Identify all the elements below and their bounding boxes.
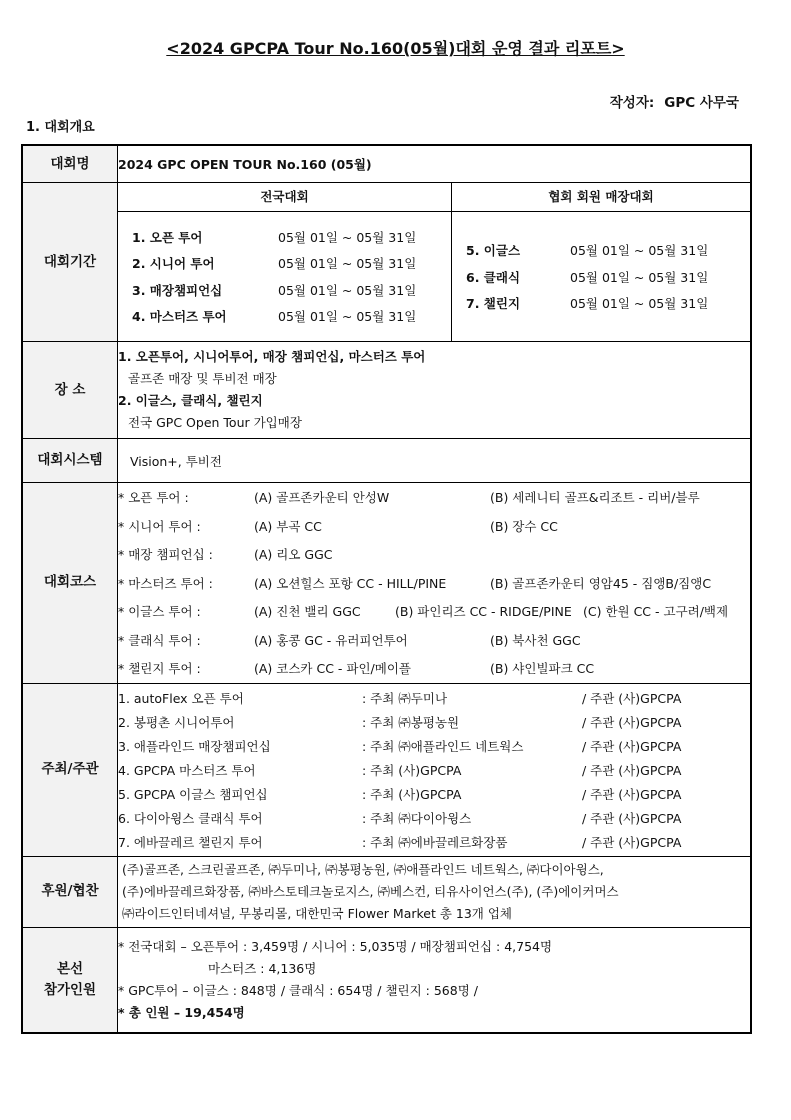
period-member-header: 협회 회원 매장대회 [452, 183, 750, 212]
page-title: <2024 GPCPA Tour No.160(05월)대회 운영 결과 리포트> [166, 39, 625, 58]
period-item-date: 05월 01일 ~ 05월 31일 [570, 296, 709, 311]
hosts-cell [118, 683, 752, 856]
sponsor-line: ㈜라이드인터네셔널, 무봉리몰, 대한민국 Flower Market 총 13개 업체 [122, 905, 512, 921]
course-tour-name: * 매장 챔피언십 : [118, 547, 213, 563]
period-item-name: 2. 시니어 투어 [132, 256, 215, 272]
sponsor-line: (주)골프존, 스크린골프존, ㈜두미나, ㈜봉평농원, ㈜애플라인드 네트웍스, ㈜다이아윙스, [122, 861, 604, 877]
period-item-name: 1. 오픈 투어 [132, 229, 203, 245]
course-a: (A) 오션힐스 포항 CC - HILL/PINE [254, 575, 447, 591]
author-line [600, 91, 739, 111]
venue-line: 전국 GPC Open Tour 가입매장 [128, 415, 302, 430]
course-a: (A) 진천 밸리 GGC [254, 604, 361, 620]
host-supervisor: / 주관 (사)GPCPA [582, 690, 682, 706]
system-value: Vision+, 투비전 [118, 439, 752, 483]
period-item [132, 277, 451, 304]
host-tour-name: 7. 에바끌레르 챌린지 투어 [118, 834, 263, 850]
host-organizer: : 주최 ㈜봉평농원 [362, 714, 460, 730]
row-competition-name [22, 145, 751, 183]
overview-table [21, 144, 752, 1034]
period-item-name: 6. 클래식 [466, 269, 521, 285]
section-title: 1. 대회개요 [26, 120, 95, 135]
participants-line: * 전국대회 – 오픈투어 : 3,459명 / 시니어 : 5,035명 / 매장챔피언십 : 4,754명 [118, 938, 553, 954]
host-line [118, 686, 750, 710]
author-label: 작성자: [609, 95, 655, 111]
courses-cell [118, 483, 752, 684]
period-item-name: 7. 챌린지 [466, 296, 521, 311]
host-organizer: : 주최 ㈜에바끌레르화장품 [362, 834, 508, 850]
author-value: GPC 사무국 [664, 95, 739, 111]
course-tour-name: * 챌린지 투어 : [118, 661, 201, 677]
host-tour-name: 5. GPCPA 이글스 챔피언십 [118, 786, 268, 802]
participants-label-line1: 본선 [56, 960, 84, 977]
participants-line: * GPC투어 – 이글스 : 848명 / 클래식 : 654명 / 챌린지 : 568명 / [118, 982, 478, 998]
label-competition-name: 대회명 [22, 145, 118, 183]
course-a: (A) 홍콩 GC - 유러피언투어 [254, 632, 408, 648]
host-line [118, 782, 750, 806]
host-organizer: : 주최 (사)GPCPA [362, 762, 462, 778]
course-a: (A) 골프존카운티 안성W [254, 490, 390, 506]
period-member-list [452, 212, 750, 341]
label-participants [22, 927, 118, 1033]
course-line [118, 654, 750, 683]
host-organizer: : 주최 ㈜두미나 [362, 690, 448, 706]
course-c: (C) 한원 CC - 고구려/백제 [583, 604, 729, 620]
label-hosts: 주최/주관 [22, 683, 118, 856]
course-a: (A) 코스카 CC - 파인/메이플 [254, 661, 411, 677]
participants-cell [118, 927, 752, 1033]
period-national-list [118, 212, 451, 341]
row-participants [22, 927, 751, 1033]
course-tour-name: * 시니어 투어 : [118, 518, 201, 534]
venue-cell [118, 342, 752, 439]
host-tour-name: 2. 봉평촌 시니어투어 [118, 714, 235, 730]
course-tour-name: * 오픈 투어 : [118, 490, 189, 506]
course-tour-name: * 마스터즈 투어 : [118, 575, 213, 591]
period-member [452, 183, 750, 341]
period-item [466, 290, 750, 317]
venue-line: 2. 이글스, 클래식, 챌린지 [118, 393, 263, 408]
period-item-name: 5. 이글스 [466, 243, 521, 258]
row-system [22, 439, 751, 483]
row-period [22, 183, 751, 342]
host-supervisor: / 주관 (사)GPCPA [582, 834, 682, 850]
period-item-date: 05월 01일 ~ 05월 31일 [570, 269, 709, 285]
course-b: (B) 골프존카운티 영암45 - 짐앵B/짐앵C [490, 575, 712, 591]
course-b: (B) 장수 CC [490, 518, 558, 534]
label-venue: 장 소 [22, 342, 118, 439]
period-item [132, 303, 451, 330]
row-sponsors [22, 856, 751, 927]
course-a: (A) 부곡 CC [254, 518, 322, 534]
course-b: (B) 파인리즈 CC - RIDGE/PINE [395, 604, 572, 620]
participants-label-line2: 참가인원 [43, 981, 97, 998]
host-supervisor: / 주관 (사)GPCPA [582, 810, 682, 826]
period-item [466, 263, 750, 290]
host-organizer: : 주최 ㈜다이아윙스 [362, 810, 472, 826]
course-tour-name: * 이글스 투어 : [118, 604, 201, 620]
row-courses [22, 483, 751, 684]
participants-total: * 총 인원 – 19,454명 [118, 1004, 245, 1020]
course-b: (B) 샤인빌파크 CC [490, 661, 595, 677]
course-b: (B) 북사천 GGC [490, 632, 581, 648]
label-courses: 대회코스 [22, 483, 118, 684]
period-item [466, 237, 750, 264]
host-line [118, 710, 750, 734]
period-cell [118, 183, 752, 342]
label-sponsors: 후원/협찬 [22, 856, 118, 927]
host-tour-name: 3. 애플라인드 매장챔피언십 [118, 738, 271, 754]
host-organizer: : 주최 ㈜애플라인드 네트웍스 [362, 738, 524, 754]
host-supervisor: / 주관 (사)GPCPA [582, 738, 682, 754]
venue-line: 골프존 매장 및 투비전 매장 [128, 371, 277, 386]
course-b: (B) 세레니티 골프&리조트 - 리버/블루 [490, 490, 700, 506]
label-system: 대회시스템 [22, 439, 118, 483]
participants-line: 마스터즈 : 4,136명 [208, 960, 317, 976]
period-item-date: 05월 01일 ~ 05월 31일 [278, 282, 417, 298]
competition-name-value: 2024 GPC OPEN TOUR No.160 (05월) [118, 145, 752, 183]
period-item [132, 250, 451, 277]
host-supervisor: / 주관 (사)GPCPA [582, 786, 682, 802]
course-line [118, 597, 750, 626]
host-tour-name: 6. 다이아윙스 클래식 투어 [118, 810, 263, 826]
label-period: 대회기간 [22, 183, 118, 342]
period-item-name: 4. 마스터즈 투어 [132, 309, 227, 325]
host-supervisor: / 주관 (사)GPCPA [582, 762, 682, 778]
course-line [118, 512, 750, 541]
host-organizer: : 주최 (사)GPCPA [362, 786, 462, 802]
period-item-date: 05월 01일 ~ 05월 31일 [278, 309, 417, 325]
course-line [118, 483, 750, 512]
host-tour-name: 1. autoFlex 오픈 투어 [118, 690, 244, 706]
period-national [118, 183, 452, 341]
row-venue [22, 342, 751, 439]
period-national-header: 전국대회 [118, 183, 451, 212]
period-item-date: 05월 01일 ~ 05월 31일 [278, 229, 417, 245]
course-tour-name: * 클래식 투어 : [118, 632, 201, 648]
sponsor-line: (주)에바끌레르화장품, ㈜바스토테크놀로지스, ㈜베스컨, 티유사이언스(주), (주)에이커머스 [122, 883, 619, 899]
period-item-date: 05월 01일 ~ 05월 31일 [570, 243, 709, 258]
sponsors-cell [118, 856, 752, 927]
host-tour-name: 4. GPCPA 마스터즈 투어 [118, 762, 256, 778]
course-line [118, 569, 750, 598]
venue-line: 1. 오픈투어, 시니어투어, 매장 챔피언십, 마스터즈 투어 [118, 349, 426, 364]
period-item-date: 05월 01일 ~ 05월 31일 [278, 256, 417, 272]
period-item-name: 3. 매장챔피언십 [132, 282, 223, 298]
host-line [118, 830, 750, 854]
course-line [118, 626, 750, 655]
host-line [118, 758, 750, 782]
period-item [132, 224, 451, 251]
host-supervisor: / 주관 (사)GPCPA [582, 714, 682, 730]
course-line [118, 540, 750, 569]
course-a: (A) 리오 GGC [254, 547, 333, 563]
host-line [118, 734, 750, 758]
host-line [118, 806, 750, 830]
row-hosts [22, 683, 751, 856]
